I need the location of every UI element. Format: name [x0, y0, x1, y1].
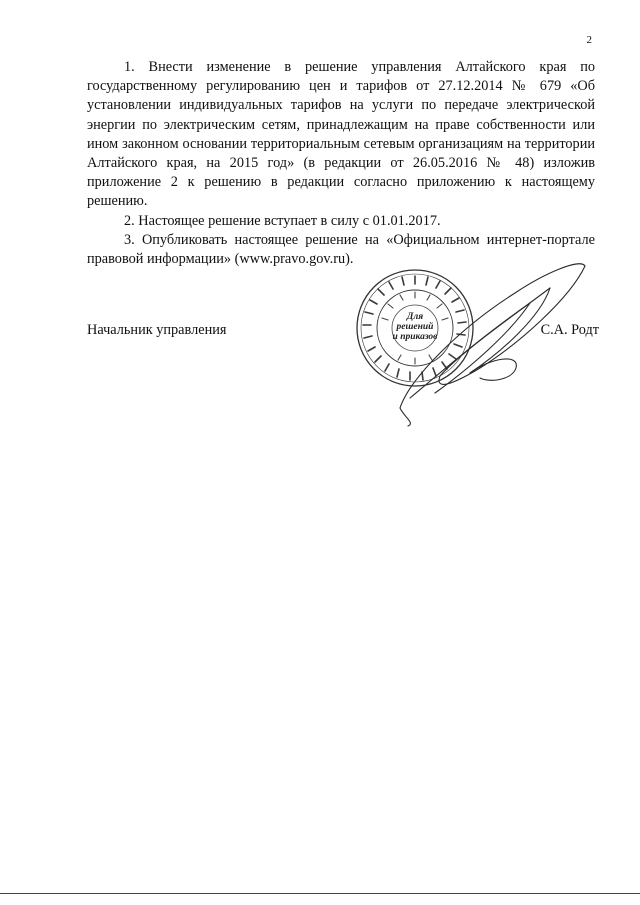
stamp-center-line2: и приказов — [392, 332, 438, 342]
stamp-center-line1: Для решений — [396, 312, 434, 332]
signatory-name: С.А. Родт — [540, 322, 599, 338]
paragraph-3: 3. Опубликовать настоящее решение на «Официальном интернет-портале правовой информации» (www.pravo.gov.ru). — [87, 231, 595, 268]
scan-edge-line — [0, 893, 640, 894]
page-number: 2 — [586, 34, 592, 46]
signatory-title: Начальник управления — [87, 322, 227, 338]
paragraph-1: 1. Внести изменение в решение управления Алтайского края по государственному регулированию цен и тарифов от 27.12.2014 № 679 «Об установлении индивидуальных тарифов на услуги по передаче электрической энергии по электрическим сетям, принадлежащим на праве собственности или ином законном основании территориальным сетевым организациям на территории Алтайского края, на 2015 год» (в редакции от 26.05.2016 № 48) изложив приложение 2 к решению в редакции согласно приложению к настоящему решению. — [87, 59, 595, 210]
paragraph-2: 2. Настоящее решение вступает в силу с 01.01.2017. — [124, 212, 441, 229]
stamp-center-label — [392, 312, 438, 342]
official-stamp-and-signature — [340, 258, 590, 428]
document-body — [87, 58, 595, 269]
